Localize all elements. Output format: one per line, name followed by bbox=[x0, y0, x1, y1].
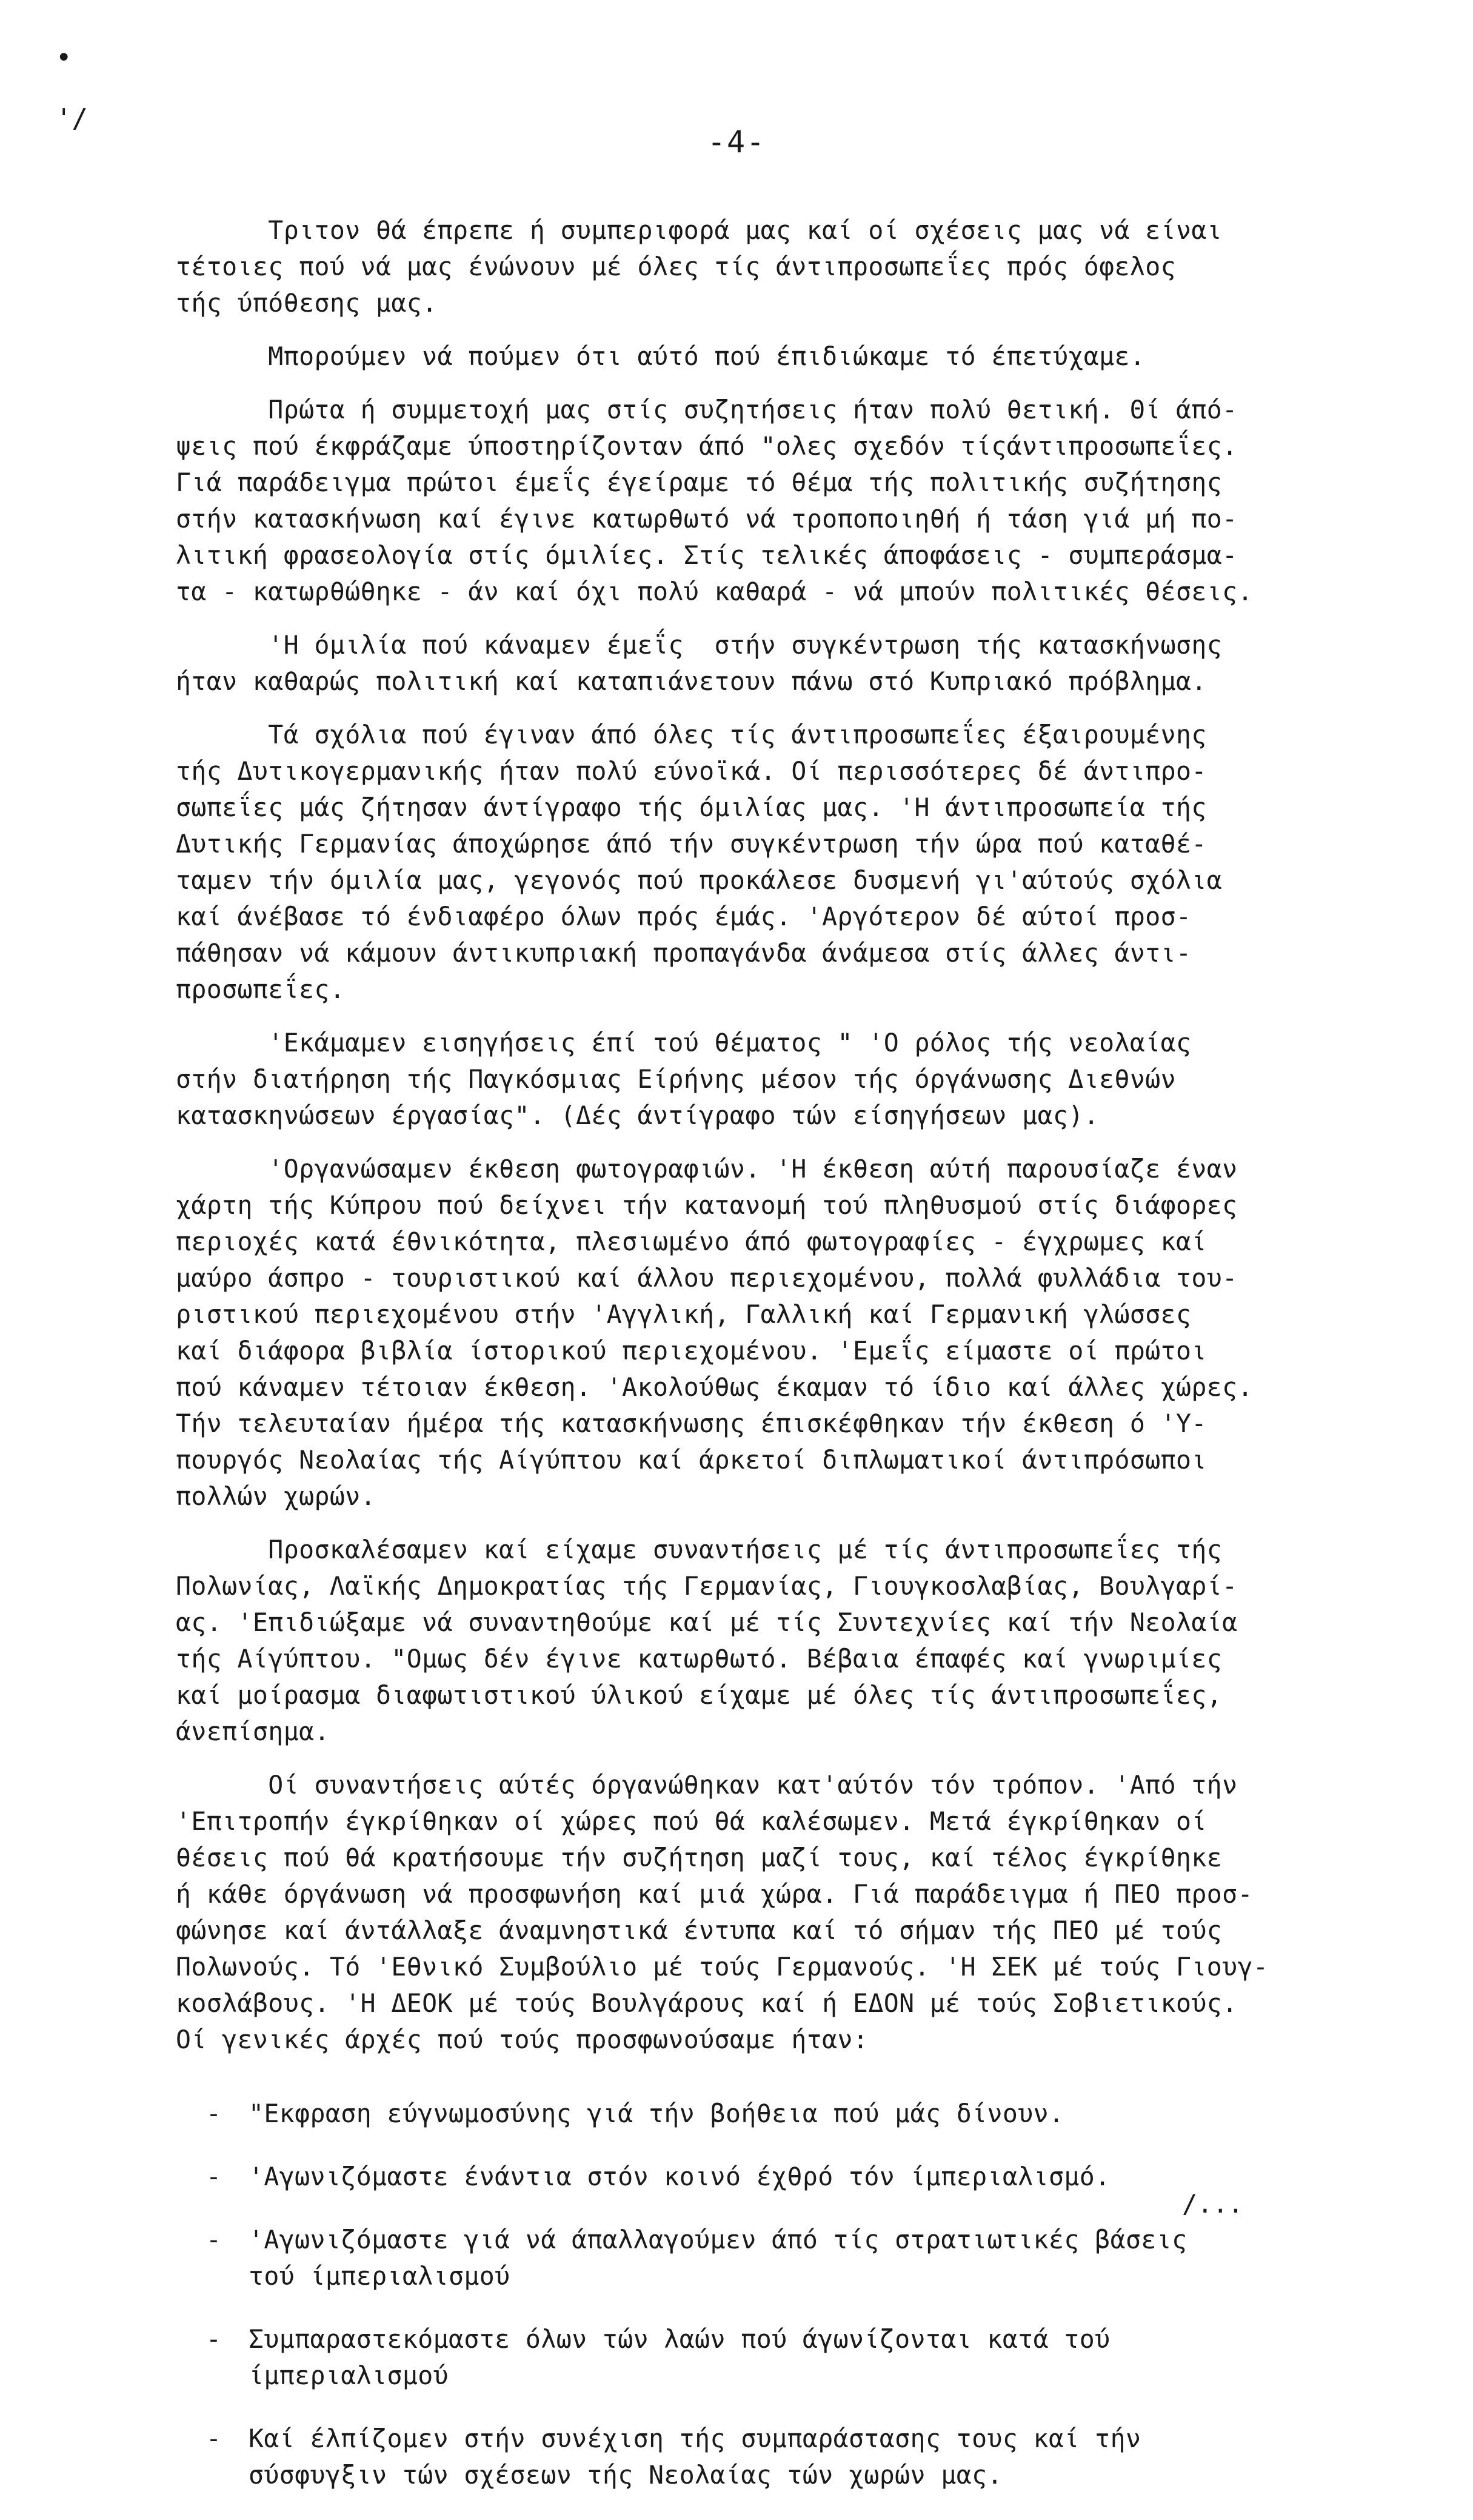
paragraph bbox=[176, 627, 1412, 700]
text-line: ριστικού περιεχομένου στήν 'Αγγλική, Γαλλική καί Γερμανική γλώσσες bbox=[176, 1299, 1192, 1329]
text-line: Μπορούμεν νά πούμεν ότι αύτό πού έπιδιώκαμε τό έπετύχαμε. bbox=[176, 341, 1146, 371]
principles-list bbox=[206, 2096, 1412, 2493]
text-line: πουργός Νεολαίας τής Αίγύπτου καί άρκετοί διπλωματικοί άντιπρόσωποι bbox=[176, 1445, 1207, 1475]
bullet-dash: - bbox=[206, 2099, 222, 2128]
paragraph bbox=[176, 1151, 1412, 1515]
text-line: τα - κατωρθώθηκε - άν καί όχι πολύ καθαρά - νά μπούν πολιτικές θέσεις. bbox=[176, 577, 1253, 606]
text-line: 'Η όμιλία πού κάναμεν έμεΐς στήν συγκέντρωση τής κατασκήνωσης bbox=[176, 630, 1223, 660]
paragraph bbox=[176, 1025, 1412, 1134]
paragraph bbox=[176, 1767, 1412, 2058]
text-line: Πολωνούς. Τό 'Εθνικό Συμβούλιο μέ τούς Γερμανούς. 'Η ΣΕΚ μέ τούς Γιουγ- bbox=[176, 1952, 1269, 1982]
text-line: καί άνέβασε τό ένδιαφέρο όλων πρός έμάς. 'Αργότερον δέ αύτοί προσ- bbox=[176, 902, 1192, 931]
continuation-mark: /... bbox=[1182, 2189, 1244, 2219]
text-line: Τήν τελευταίαν ήμέρα τής κατασκήνωσης έπισκέφθηκαν τήν έκθεση ό 'Υ- bbox=[176, 1409, 1207, 1438]
text-line: Δυτικής Γερμανίας άποχώρησε άπό τήν συγκέντρωση τήν ώρα πού καταθέ- bbox=[176, 829, 1207, 859]
text-line: Τά σχόλια πού έγιναν άπό όλες τίς άντιπροσωπεΐες έξαιρουμένης bbox=[176, 720, 1207, 749]
text-line: Οί συναντήσεις αύτές όργανώθηκαν κατ'αύτόν τόν τρόπον. 'Από τήν bbox=[176, 1770, 1238, 1800]
margin-mark: '/ bbox=[56, 103, 88, 134]
text-line: τού ίμπεριαλισμού bbox=[249, 2261, 510, 2291]
list-item bbox=[206, 2222, 1412, 2294]
text-line: στήν κατασκήνωση καί έγινε κατωρθωτό νά τροποποιηθή ή τάση γιά μή πο- bbox=[176, 504, 1238, 534]
paragraph bbox=[176, 1532, 1412, 1750]
text-line: 'Εκάμαμεν εισηγήσεις έπί τού θέματος " 'Ο ρόλος τής νεολαίας bbox=[176, 1028, 1192, 1057]
document-body bbox=[176, 212, 1412, 2520]
text-line: Οί γενικές άρχές πού τούς προσφωνούσαμε ήταν: bbox=[176, 2025, 869, 2054]
text-line: ή κάθε όργάνωση νά προσφωνήση καί μιά χώρα. Γιά παράδειγμα ή ΠΕΟ προσ- bbox=[176, 1879, 1253, 1909]
text-line: σύσφυγξιν τών σχέσεων τής Νεολαίας τών χωρών μας. bbox=[249, 2460, 1003, 2490]
bullet-dash: - bbox=[206, 2162, 222, 2191]
margin-mark: • bbox=[56, 42, 72, 73]
text-line: Γιά παράδειγμα πρώτοι έμεΐς έγείραμε τό θέμα τής πολιτικής συζήτησης bbox=[176, 467, 1223, 497]
text-line: 'Αγωνιζόμαστε γιά νά άπαλλαγούμεν άπό τίς στρατιωτικές βάσεις bbox=[249, 2225, 1187, 2254]
text-line: χάρτη τής Κύπρου πού δείχνει τήν κατανομή τού πληθυσμού στίς διάφορες bbox=[176, 1190, 1238, 1220]
text-line: άνεπίσημα. bbox=[176, 1717, 330, 1746]
text-line: ταμεν τήν όμιλία μας, γεγονός πού προκάλεσε δυσμενή γι'αύτούς σχόλια bbox=[176, 865, 1223, 895]
list-item bbox=[206, 2421, 1412, 2493]
paragraph bbox=[176, 212, 1412, 321]
paragraph bbox=[176, 338, 1412, 375]
text-line: μαύρο άσπρο - τουριστικού καί άλλου περιεχομένου, πολλά φυλλάδια του- bbox=[176, 1263, 1238, 1293]
text-line: καί διάφορα βιβλία ίστορικού περιεχομένου. 'Εμεΐς είμαστε οί πρώτοι bbox=[176, 1336, 1207, 1366]
list-item bbox=[206, 2321, 1412, 2394]
text-line: πάθησαν νά κάμουν άντικυπριακή προπαγάνδα άνάμεσα στίς άλλες άντι- bbox=[176, 938, 1192, 968]
text-line: ας. 'Επιδιώξαμε νά συναντηθούμε καί μέ τίς Συντεχνίες καί τήν Νεολαία bbox=[176, 1607, 1238, 1637]
page-number: -4- bbox=[707, 124, 766, 159]
text-line: σωπεΐες μάς ζήτησαν άντίγραφο τής όμιλίας μας. 'Η άντιπροσωπεία τής bbox=[176, 793, 1207, 822]
text-line: ήταν καθαρώς πολιτική καί καταπιάνετουν πάνω στό Κυπριακό πρόβλημα. bbox=[176, 666, 1207, 696]
text-line: Συμπαραστεκόμαστε όλων τών λαών πού άγωνίζονται κατά τού bbox=[249, 2324, 1111, 2354]
text-line: Τριτον θά έπρεπε ή συμπεριφορά μας καί οί σχέσεις μας νά είναι bbox=[176, 215, 1223, 245]
text-line: περιοχές κατά έθνικότητα, πλεσιωμένο άπό φωτογραφίες - έγχρωμες καί bbox=[176, 1227, 1207, 1256]
text-line: 'Οργανώσαμεν έκθεση φωτογραφιών. 'Η έκθεση αύτή παρουσίαζε έναν bbox=[176, 1154, 1238, 1184]
paragraph bbox=[176, 392, 1412, 610]
text-line: τής ύπόθεσης μας. bbox=[176, 288, 438, 318]
paragraph bbox=[176, 717, 1412, 1008]
text-line: φώνησε καί άντάλλαξε άναμνηστικά έντυπα καί τό σήμαν τής ΠΕΟ μέ τούς bbox=[176, 1915, 1223, 1945]
text-line: πού κάναμεν τέτοιαν έκθεση. 'Ακολούθως έκαμαν τό ίδιο καί άλλες χώρες. bbox=[176, 1372, 1253, 1402]
list-item-text bbox=[249, 2159, 1111, 2195]
text-line: 'Αγωνιζόμαστε ένάντια στόν κοινό έχθρό τόν ίμπεριαλισμό. bbox=[249, 2162, 1111, 2191]
bullet-dash: - bbox=[206, 2324, 222, 2354]
text-line: θέσεις πού θά κρατήσουμε τήν συζήτηση μαζί τους, καί τέλος έγκρίθηκε bbox=[176, 1843, 1223, 1872]
text-line: κοσλάβους. 'Η ΔΕΟΚ μέ τούς Βουλγάρους καί ή ΕΔΟΝ μέ τούς Σοβιετικούς. bbox=[176, 1988, 1238, 2018]
bullet-dash: - bbox=[206, 2225, 222, 2254]
text-line: τέτοιες πού νά μας ένώνουν μέ όλες τίς άντιπροσωπεΐες πρός όφελος bbox=[176, 252, 1177, 281]
bullet-dash: - bbox=[206, 2424, 222, 2453]
text-line: ψεις πού έκφράζαμε ύποστηρίζονταν άπό "ολες σχεδόν τίςάντιπροσωπεΐες. bbox=[176, 431, 1238, 461]
text-line: Καί έλπίζομεν στήν συνέχιση τής συμπαράστασης τους καί τήν bbox=[249, 2424, 1141, 2453]
text-line: πολλών χωρών. bbox=[176, 1481, 376, 1511]
text-line: κατασκηνώσεων έργασίας". (Δές άντίγραφο τών είσηγήσεων μας). bbox=[176, 1101, 1100, 1130]
text-line: καί μοίρασμα διαφωτιστικού ύλικού είχαμε μέ όλες τίς άντιπροσωπεΐες, bbox=[176, 1680, 1223, 1710]
list-item-text bbox=[249, 2421, 1141, 2493]
text-line: "Εκφραση εύγνωμοσύνης γιά τήν βοήθεια πού μάς δίνουν. bbox=[249, 2099, 1064, 2128]
text-line: τής Δυτικογερμανικής ήταν πολύ εύνοϊκά. Οί περισσότερες δέ άντιπρο- bbox=[176, 756, 1207, 786]
list-item bbox=[206, 2096, 1412, 2132]
text-line: προσωπεΐες. bbox=[176, 974, 346, 1004]
list-item-text bbox=[249, 2096, 1064, 2132]
text-line: στήν διατήρηση τής Παγκόσμιας Είρήνης μέσον τής όργάνωσης Διεθνών bbox=[176, 1064, 1177, 1094]
text-line: Προσκαλέσαμεν καί είχαμε συναντήσεις μέ τίς άντιπροσωπεΐες τής bbox=[176, 1535, 1223, 1564]
text-line: Πολωνίας, Λαϊκής Δημοκρατίας τής Γερμανίας, Γιουγκοσλαβίας, Βουλγαρί- bbox=[176, 1571, 1238, 1601]
list-item-text bbox=[249, 2321, 1111, 2394]
text-line: Πρώτα ή συμμετοχή μας στίς συζητήσεις ήταν πολύ θετική. Θί άπό- bbox=[176, 395, 1238, 424]
text-line: λιτική φρασεολογία στίς όμιλίες. Στίς τελικές άποφάσεις - συμπεράσμα- bbox=[176, 540, 1238, 570]
text-line: τής Αίγύπτου. "Ομως δέν έγινε κατωρθωτό. Βέβαια έπαφές καί γνωριμίες bbox=[176, 1644, 1223, 1674]
list-item-text bbox=[249, 2222, 1187, 2294]
text-line: ίμπεριαλισμού bbox=[249, 2361, 449, 2390]
text-line: 'Επιτροπήν έγκρίθηκαν οί χώρες πού θά καλέσωμεν. Μετά έγκρίθηκαν οί bbox=[176, 1806, 1207, 1836]
